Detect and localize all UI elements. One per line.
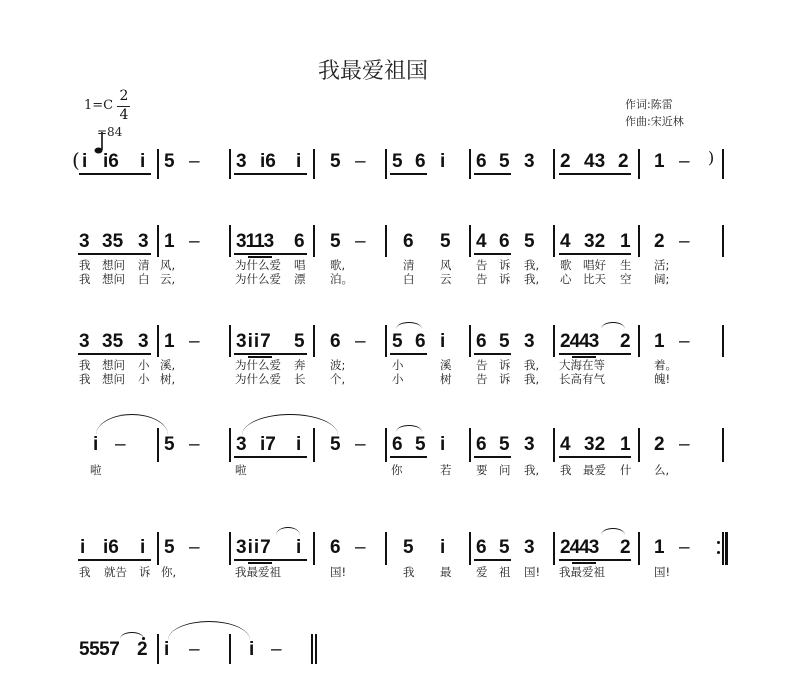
barline	[638, 149, 640, 179]
note: 2	[620, 331, 631, 352]
barline	[157, 325, 159, 357]
note: 2	[654, 231, 665, 252]
barline	[157, 634, 159, 664]
lyric: 什	[620, 463, 632, 477]
slur	[601, 528, 625, 535]
note: 43	[584, 151, 606, 172]
underline	[234, 559, 307, 561]
lyric: 若	[440, 463, 452, 477]
note: i6	[103, 151, 119, 172]
dash: –	[189, 537, 200, 558]
barline	[638, 532, 640, 565]
note: 5	[392, 151, 403, 172]
lyric: 心	[560, 272, 572, 286]
barline	[313, 225, 315, 257]
lyric: 我	[79, 358, 91, 372]
dash: –	[355, 434, 366, 455]
lyric: 国!	[524, 565, 541, 579]
lyric: 为什么爱	[235, 358, 281, 372]
note: 5	[164, 434, 175, 455]
lyric: 我最爱祖	[559, 565, 605, 579]
slur	[601, 322, 625, 329]
note: 3	[524, 331, 535, 352]
lyric: 白	[138, 272, 150, 286]
lyric: 诉	[499, 258, 511, 272]
lyric: 云,	[160, 272, 176, 286]
lyric: 溪	[440, 358, 452, 372]
note: i	[440, 151, 446, 172]
lyric: 啦	[235, 463, 247, 477]
dash: –	[189, 639, 200, 660]
note: 4	[560, 434, 571, 455]
repeat-dot	[717, 551, 720, 554]
note: 4	[560, 231, 571, 252]
note: 1	[620, 231, 631, 252]
note: 5	[499, 434, 510, 455]
underline-double	[248, 562, 272, 564]
barline	[385, 325, 387, 357]
dash: –	[189, 231, 200, 252]
underline	[390, 173, 427, 175]
note: i	[440, 537, 446, 558]
tempo-marking: =84	[97, 125, 123, 139]
lyric: 诉	[499, 358, 511, 372]
lyric: 阔;	[654, 272, 670, 286]
barline	[722, 428, 724, 462]
note: 3ii7	[236, 537, 272, 558]
dash: –	[355, 231, 366, 252]
final-barline-1	[311, 634, 313, 664]
barline	[553, 149, 555, 179]
note: 1	[164, 231, 175, 252]
note: 5	[499, 331, 510, 352]
note: 5	[294, 331, 305, 352]
underline	[234, 253, 307, 255]
note: 1	[620, 434, 631, 455]
note: 3	[79, 231, 90, 252]
lyric: 清	[403, 258, 415, 272]
note: 2	[137, 639, 148, 660]
dash: –	[355, 331, 366, 352]
lyric: 比天	[583, 272, 606, 286]
lyric: 啦	[90, 463, 102, 477]
dash: –	[189, 331, 200, 352]
lyric: 波;	[330, 358, 346, 372]
lyric: 诉	[499, 372, 511, 386]
lyric: 你,	[161, 565, 177, 579]
underline	[234, 456, 307, 458]
barline	[229, 634, 231, 664]
underline	[78, 353, 151, 355]
note: 5	[499, 151, 510, 172]
note: 35	[102, 231, 124, 252]
barline	[469, 532, 471, 565]
lyric: 漂	[294, 272, 306, 286]
note: i	[93, 434, 99, 455]
note: i	[440, 331, 446, 352]
barline	[157, 532, 159, 565]
underline	[390, 456, 427, 458]
lyric: 活;	[654, 258, 670, 272]
quarter-note-icon	[86, 114, 96, 136]
note: 6	[476, 537, 487, 558]
note: 2	[620, 537, 631, 558]
lyric: 小	[138, 358, 150, 372]
note: 5	[415, 434, 426, 455]
underline	[559, 173, 631, 175]
lyric: 为什么爱	[235, 372, 281, 386]
underline	[234, 353, 307, 355]
note: 6	[476, 434, 487, 455]
lyric: 清	[138, 258, 150, 272]
underline	[234, 173, 307, 175]
note: i	[296, 434, 302, 455]
note: 2	[560, 151, 571, 172]
dash: –	[355, 537, 366, 558]
lyric: 最爱	[583, 463, 606, 477]
lyric: 歌	[560, 258, 572, 272]
dash: –	[679, 537, 690, 558]
lyric: 国!	[330, 565, 347, 579]
dash: –	[189, 434, 200, 455]
underline	[559, 353, 631, 355]
note: 6	[415, 151, 426, 172]
lyric: 云	[440, 272, 452, 286]
key-signature: 1=C	[84, 98, 114, 113]
lyric: 唱好	[583, 258, 606, 272]
barline	[638, 428, 640, 462]
note: i	[296, 151, 302, 172]
underline	[474, 173, 511, 175]
note: 1	[654, 151, 665, 172]
time-signature-bottom: 4	[119, 107, 129, 123]
lyric: 大海在等	[559, 358, 605, 372]
note: 6	[476, 331, 487, 352]
lyric: 告	[476, 272, 488, 286]
lyric: 你	[391, 463, 403, 477]
slur	[242, 414, 338, 435]
barline	[638, 225, 640, 257]
close-paren: )	[708, 148, 715, 167]
underline	[78, 559, 151, 561]
song-title: 我最爱祖国	[318, 59, 429, 84]
note: 5	[330, 434, 341, 455]
lyric: 想问	[102, 358, 125, 372]
note: 1	[654, 331, 665, 352]
lyric: 我	[403, 565, 415, 579]
lyric: 告	[476, 358, 488, 372]
note: 3	[524, 537, 535, 558]
barline	[553, 325, 555, 357]
barline	[469, 149, 471, 179]
note: i	[82, 151, 88, 172]
lyric: 树	[440, 372, 452, 386]
note: i	[140, 151, 146, 172]
slur	[168, 621, 250, 640]
note: 1	[654, 537, 665, 558]
lyric: 我	[79, 372, 91, 386]
note: 5	[403, 537, 414, 558]
note: i	[249, 639, 255, 660]
lyric: 我	[79, 565, 91, 579]
slur	[276, 527, 300, 535]
note: 5	[330, 231, 341, 252]
note: 5	[164, 151, 175, 172]
note: i	[296, 537, 302, 558]
note: 5	[524, 231, 535, 252]
note: 5	[164, 537, 175, 558]
repeat-barline-thick	[725, 532, 728, 565]
dash: –	[189, 151, 200, 172]
lyric: 我,	[524, 372, 540, 386]
lyric: 为什么爱	[235, 272, 281, 286]
barline	[385, 532, 387, 565]
note: 5	[392, 331, 403, 352]
note: i6	[260, 151, 276, 172]
barline	[722, 325, 724, 357]
lyric: 我	[560, 463, 572, 477]
note: 5	[499, 537, 510, 558]
note: 3	[138, 331, 149, 352]
lyric: 我,	[524, 463, 540, 477]
note: 6	[392, 434, 403, 455]
lyric: 我	[79, 258, 91, 272]
note: 3	[524, 434, 535, 455]
dash: –	[679, 231, 690, 252]
underline	[390, 353, 427, 355]
lyric: 长	[294, 372, 306, 386]
lyric: 小	[392, 358, 404, 372]
barline	[385, 149, 387, 179]
lyric: 奔	[294, 358, 306, 372]
lyric: 就告	[104, 565, 127, 579]
lyric: 白	[403, 272, 415, 286]
open-paren: (	[72, 148, 80, 172]
underline	[78, 253, 151, 255]
slur	[120, 632, 144, 639]
barline	[553, 225, 555, 257]
note: 3ii7	[236, 331, 272, 352]
note: i	[440, 434, 446, 455]
lyric: 生	[620, 258, 632, 272]
lyric: 个,	[330, 372, 346, 386]
lyric: 风,	[160, 258, 176, 272]
note: i	[140, 537, 146, 558]
barline	[638, 325, 640, 357]
note: 3	[236, 151, 247, 172]
lyricist-credit: 作词:陈雷	[625, 98, 673, 111]
lyric: 我,	[524, 358, 540, 372]
barline	[469, 428, 471, 462]
underline	[559, 559, 631, 561]
barline	[385, 225, 387, 257]
note: 35	[102, 331, 124, 352]
note: 2	[654, 434, 665, 455]
slur	[396, 425, 422, 432]
underline	[474, 353, 511, 355]
lyric: 小	[138, 372, 150, 386]
lyric: 为什么爱	[235, 258, 281, 272]
barline	[722, 225, 724, 257]
note: 3	[79, 331, 90, 352]
underline	[474, 253, 511, 255]
lyric: 问	[499, 463, 511, 477]
lyric: 告	[476, 372, 488, 386]
barline	[229, 532, 231, 565]
lyric: 我,	[524, 272, 540, 286]
lyric: 空	[620, 272, 632, 286]
note: 3	[236, 434, 247, 455]
barline	[313, 325, 315, 357]
note: 1	[164, 331, 175, 352]
lyric: 要	[476, 463, 488, 477]
lyric: 长高有气	[559, 372, 605, 386]
lyric: 想问	[102, 372, 125, 386]
barline	[313, 149, 315, 179]
note: 3	[138, 231, 149, 252]
note: 5	[330, 151, 341, 172]
note: 6	[294, 231, 305, 252]
note: i	[164, 639, 170, 660]
barline	[553, 428, 555, 462]
lyric: 小	[392, 372, 404, 386]
dash: –	[679, 151, 690, 172]
barline	[157, 428, 159, 462]
note: 2443	[560, 537, 599, 558]
underline	[79, 173, 151, 175]
repeat-barline-thin	[722, 532, 724, 565]
barline	[313, 532, 315, 565]
note: 6	[476, 151, 487, 172]
time-signature-top: 2	[119, 88, 129, 104]
dash: –	[679, 331, 690, 352]
barline	[722, 149, 724, 179]
barline	[157, 149, 159, 179]
lyric: 风	[440, 258, 452, 272]
note: 3	[524, 151, 535, 172]
note: 32	[584, 231, 606, 252]
note: 4	[476, 231, 487, 252]
lyric: 着。	[654, 358, 677, 372]
lyric: 祖	[499, 565, 511, 579]
lyric: 告	[476, 258, 488, 272]
lyric: 歌,	[330, 258, 346, 272]
note: 2	[618, 151, 629, 172]
note: i7	[260, 434, 276, 455]
dash: –	[355, 151, 366, 172]
slur	[396, 322, 422, 329]
dash: –	[271, 639, 282, 660]
lyric: 树,	[160, 372, 176, 386]
lyric: 唱	[294, 258, 306, 272]
note: 6	[499, 231, 510, 252]
lyric: 魄!	[654, 372, 671, 386]
repeat-dot	[717, 541, 720, 544]
note: 32	[584, 434, 606, 455]
note: 6	[403, 231, 414, 252]
lyric: 溪,	[160, 358, 176, 372]
barline	[229, 149, 231, 179]
underline	[474, 559, 511, 561]
barline	[229, 325, 231, 357]
lyric: 最	[440, 565, 452, 579]
dash: –	[115, 434, 126, 455]
note: i	[80, 537, 86, 558]
lyric: 想问	[102, 272, 125, 286]
barline	[157, 225, 159, 257]
barline	[229, 428, 231, 462]
lyric: 我最爱祖	[235, 565, 281, 579]
note: 6	[415, 331, 426, 352]
underline	[559, 253, 631, 255]
lyric: 想问	[102, 258, 125, 272]
final-barline-2	[315, 634, 317, 664]
lyric: 爱	[476, 565, 488, 579]
barline	[313, 428, 315, 462]
lyric: 诉	[139, 565, 151, 579]
note: 6	[330, 331, 341, 352]
composer-credit: 作曲:宋近林	[625, 115, 684, 128]
note: 2443	[560, 331, 599, 352]
underline-double	[572, 562, 596, 564]
barline	[469, 225, 471, 257]
barline	[553, 532, 555, 565]
barline	[385, 428, 387, 462]
lyric: 么,	[654, 463, 670, 477]
note: 6	[330, 537, 341, 558]
note: i6	[103, 537, 119, 558]
lyric: 诉	[499, 272, 511, 286]
note: 5557	[79, 639, 120, 660]
barline	[469, 325, 471, 357]
lyric: 我,	[524, 258, 540, 272]
note: 5	[440, 231, 451, 252]
lyric: 国!	[654, 565, 671, 579]
underline	[559, 456, 631, 458]
underline	[474, 456, 511, 458]
lyric: 我	[79, 272, 91, 286]
lyric: 泊。	[330, 272, 353, 286]
dash: –	[679, 434, 690, 455]
note: 3113	[236, 231, 274, 252]
barline	[229, 225, 231, 257]
